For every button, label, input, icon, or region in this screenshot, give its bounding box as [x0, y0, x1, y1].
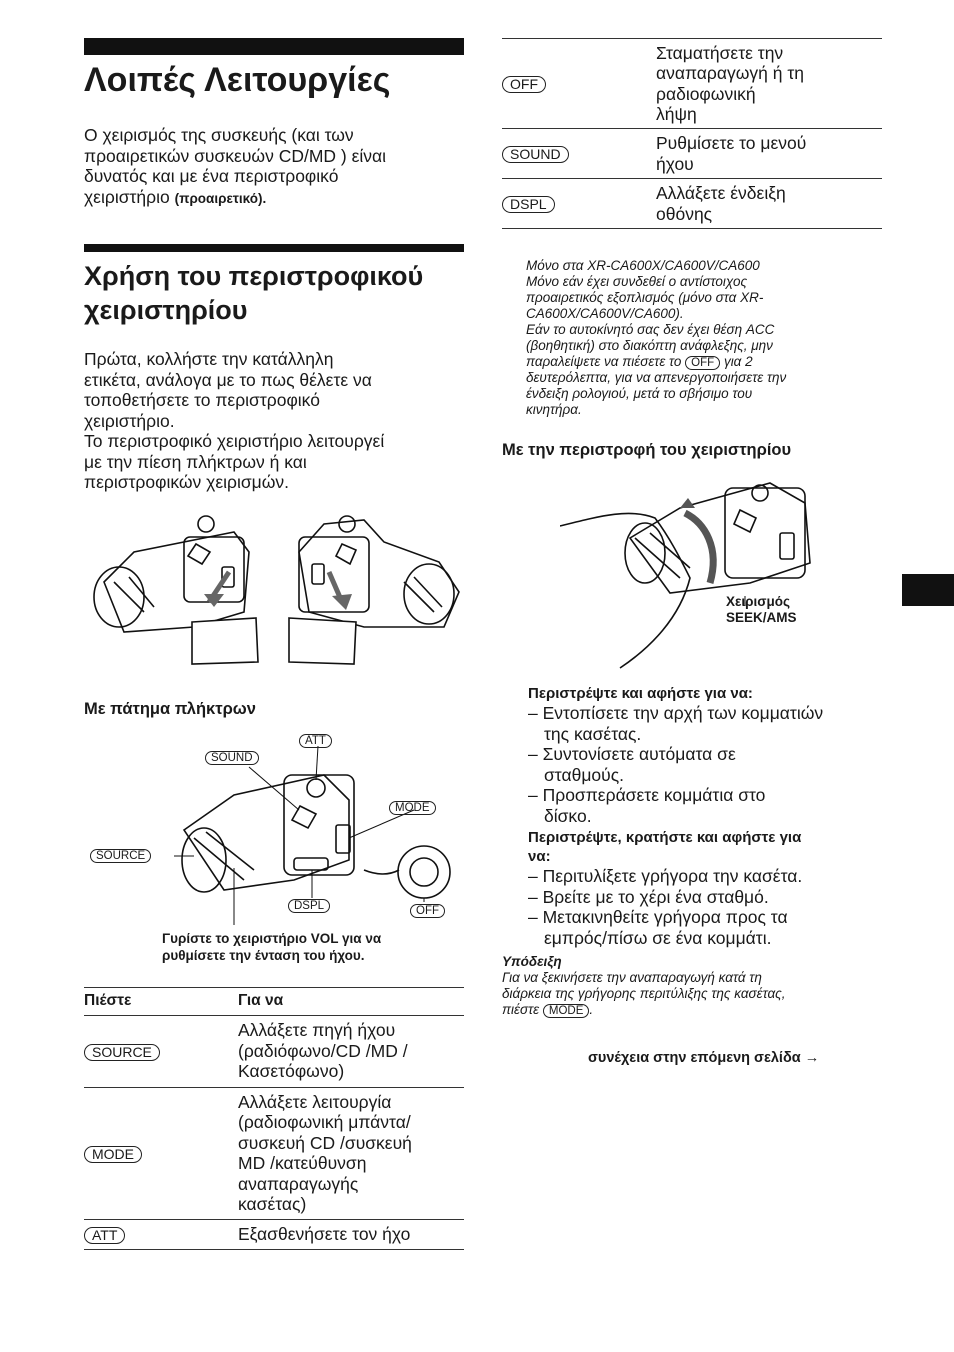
tip: Υπόδειξη Για να ξεκινήσετε την αναπαραγωγή κατά τη διάρκεια της γρήγορης περιτύλιξης της κασέτας, πιέστε MODE .: [502, 954, 786, 1017]
list-item: – Συντονίσετε αυτόματα σε σταθμούς.: [528, 744, 736, 785]
arrow-right-icon: →: [804, 1050, 820, 1066]
figure-label-off: OFF: [410, 904, 445, 918]
controller-buttons-diagram: [84, 730, 464, 930]
list-item: – Μετακινηθείτε γρήγορα προς τα εμπρός/πίσω σε ένα κομμάτι.: [528, 907, 788, 948]
table-row: OFF Σταματήσετε την αναπαραγωγή ή τη ραδιοφωνική λήψη: [502, 39, 882, 129]
table-row: ATT Εξασθενήσετε τον ήχο: [84, 1219, 464, 1249]
press-table: [84, 987, 464, 1250]
table-row: SOUND Ρυθμίσετε το μενού ήχου: [502, 129, 882, 179]
controller-rotate-diagram: [560, 478, 820, 673]
press-table-continued: [502, 38, 882, 229]
continue-note: συνέχεια στην επόμενη σελίδα →: [588, 1050, 820, 1066]
figure-label-source: SOURCE: [90, 849, 151, 863]
intro-paragraph: Ο χειρισμός της συσκευής (και των προαιρετικών συσκευών CD/MD ) είναι δυνατός και με ένα περιστροφικό χειριστήριο (προαιρετικό).: [84, 125, 387, 207]
footnote-off-key: OFF: [685, 356, 720, 370]
section-body: Πρώτα, κολλήστε την κατάλληλη ετικέτα, ανάλογα με το πως θέλετε να τοποθετήσετε το περιστροφικό χειριστήριο. Το περιστροφικό χειριστήριο λειτουργεί με την πίεση πλήκτρων ή και περιστροφικών χειρισμών.: [84, 349, 385, 492]
list-item: – Περιτυλίξετε γρήγορα την κασέτα.: [528, 866, 803, 886]
list-item: – Εντοπίσετε την αρχή των κομματιών της κασέτας.: [528, 703, 824, 744]
list-item: – Προσπεράσετε κομμάτια στο δίσκο.: [528, 785, 766, 826]
mode-key: MODE: [84, 1146, 142, 1163]
rotate-instructions: Περιστρέψτε και αφήστε για να: – Εντοπίσετε την αρχή των κομματιών της κασέτας. – Συντονίσετε αυτόματα σε σταθμούς. – Προσπεράσετε κομμάτια στο δίσκο. Περιστρέψτε, κρατήστε και αφήστε για να: – Περιτυλίξετε γρήγορα την κασέτα. – Βρείτε με το χέρι ένα σταθμό. – Μετακινηθείτε γρήγορα προς τα εμπρός/πίσω σε ένα κομμάτι.: [528, 684, 884, 948]
off-key: OFF: [502, 76, 546, 93]
subheading-buttons: Με πάτημα πλήκτρων: [84, 700, 256, 718]
sound-key: SOUND: [502, 146, 569, 163]
figure-label-sound: SOUND: [205, 751, 259, 765]
seek-ams-label: Χειρισμός SEEK/AMS: [726, 594, 797, 625]
table-row: DSPL Αλλάξετε ένδειξη οθόνης: [502, 179, 882, 229]
dspl-key: DSPL: [502, 196, 555, 213]
table-header-row: [84, 988, 464, 1016]
table-row: SOURCE Αλλάξετε πηγή ήχου (ραδιόφωνο/CD /MD / Κασετόφωνο): [84, 1015, 464, 1087]
source-key: SOURCE: [84, 1044, 160, 1061]
label-placement-illustration: [84, 512, 464, 672]
figure-caption: Γυρίστε το χειριστήριο VOL για να ρυθμίσετε την ένταση του ήχου.: [162, 931, 382, 963]
table-row: MODE Αλλάξετε λειτουργία (ραδιοφωνική μπάντα/ συσκευή CD /συσκευή MD /κατεύθυνση αναπαραγωγής κασέτας): [84, 1087, 464, 1219]
att-key: ATT: [84, 1227, 125, 1244]
title-rule: [84, 38, 464, 55]
figure-label-dspl: DSPL: [288, 899, 330, 913]
figure-label-mode: MODE: [389, 801, 436, 815]
subheading-rotate: Με την περιστροφή του χειριστηρίου: [502, 441, 792, 459]
figure-label-att: ATT: [299, 734, 332, 748]
table-header-purpose: Για να: [238, 992, 284, 1009]
table-header-press: Πιέστε: [84, 992, 132, 1009]
list-item: – Βρείτε με το χέρι ένα σταθμό.: [528, 886, 769, 907]
tip-mode-key: MODE: [543, 1004, 590, 1018]
section-title: Χρήση του περιστροφικού χειριστηρίου: [84, 261, 424, 325]
footnotes: Μόνο στα XR-CA600X/CA600V/CA600 Μόνο εάν έχει συνδεθεί ο αντίστοιχος προαιρετικός εξοπλισμός (μόνο στα XR- CA600X/CA600V/CA600). Εάν το αυτοκίνητό σας δεν έχει θέση ACC (βοηθητική) στο διακόπτη ανάφλεξης, μην παραλείψετε να πιέσετε το OFF για 2 δευτερόλεπτα, για να απενεργοποιήσετε την ένδειξη ρολογιού, μετά το σβήσιμο του κινητήρα.: [526, 258, 787, 417]
page-title: Λοιπές Λειτουργίες: [84, 61, 391, 99]
section-tab-marker: [902, 574, 954, 606]
section-rule: [84, 244, 464, 252]
